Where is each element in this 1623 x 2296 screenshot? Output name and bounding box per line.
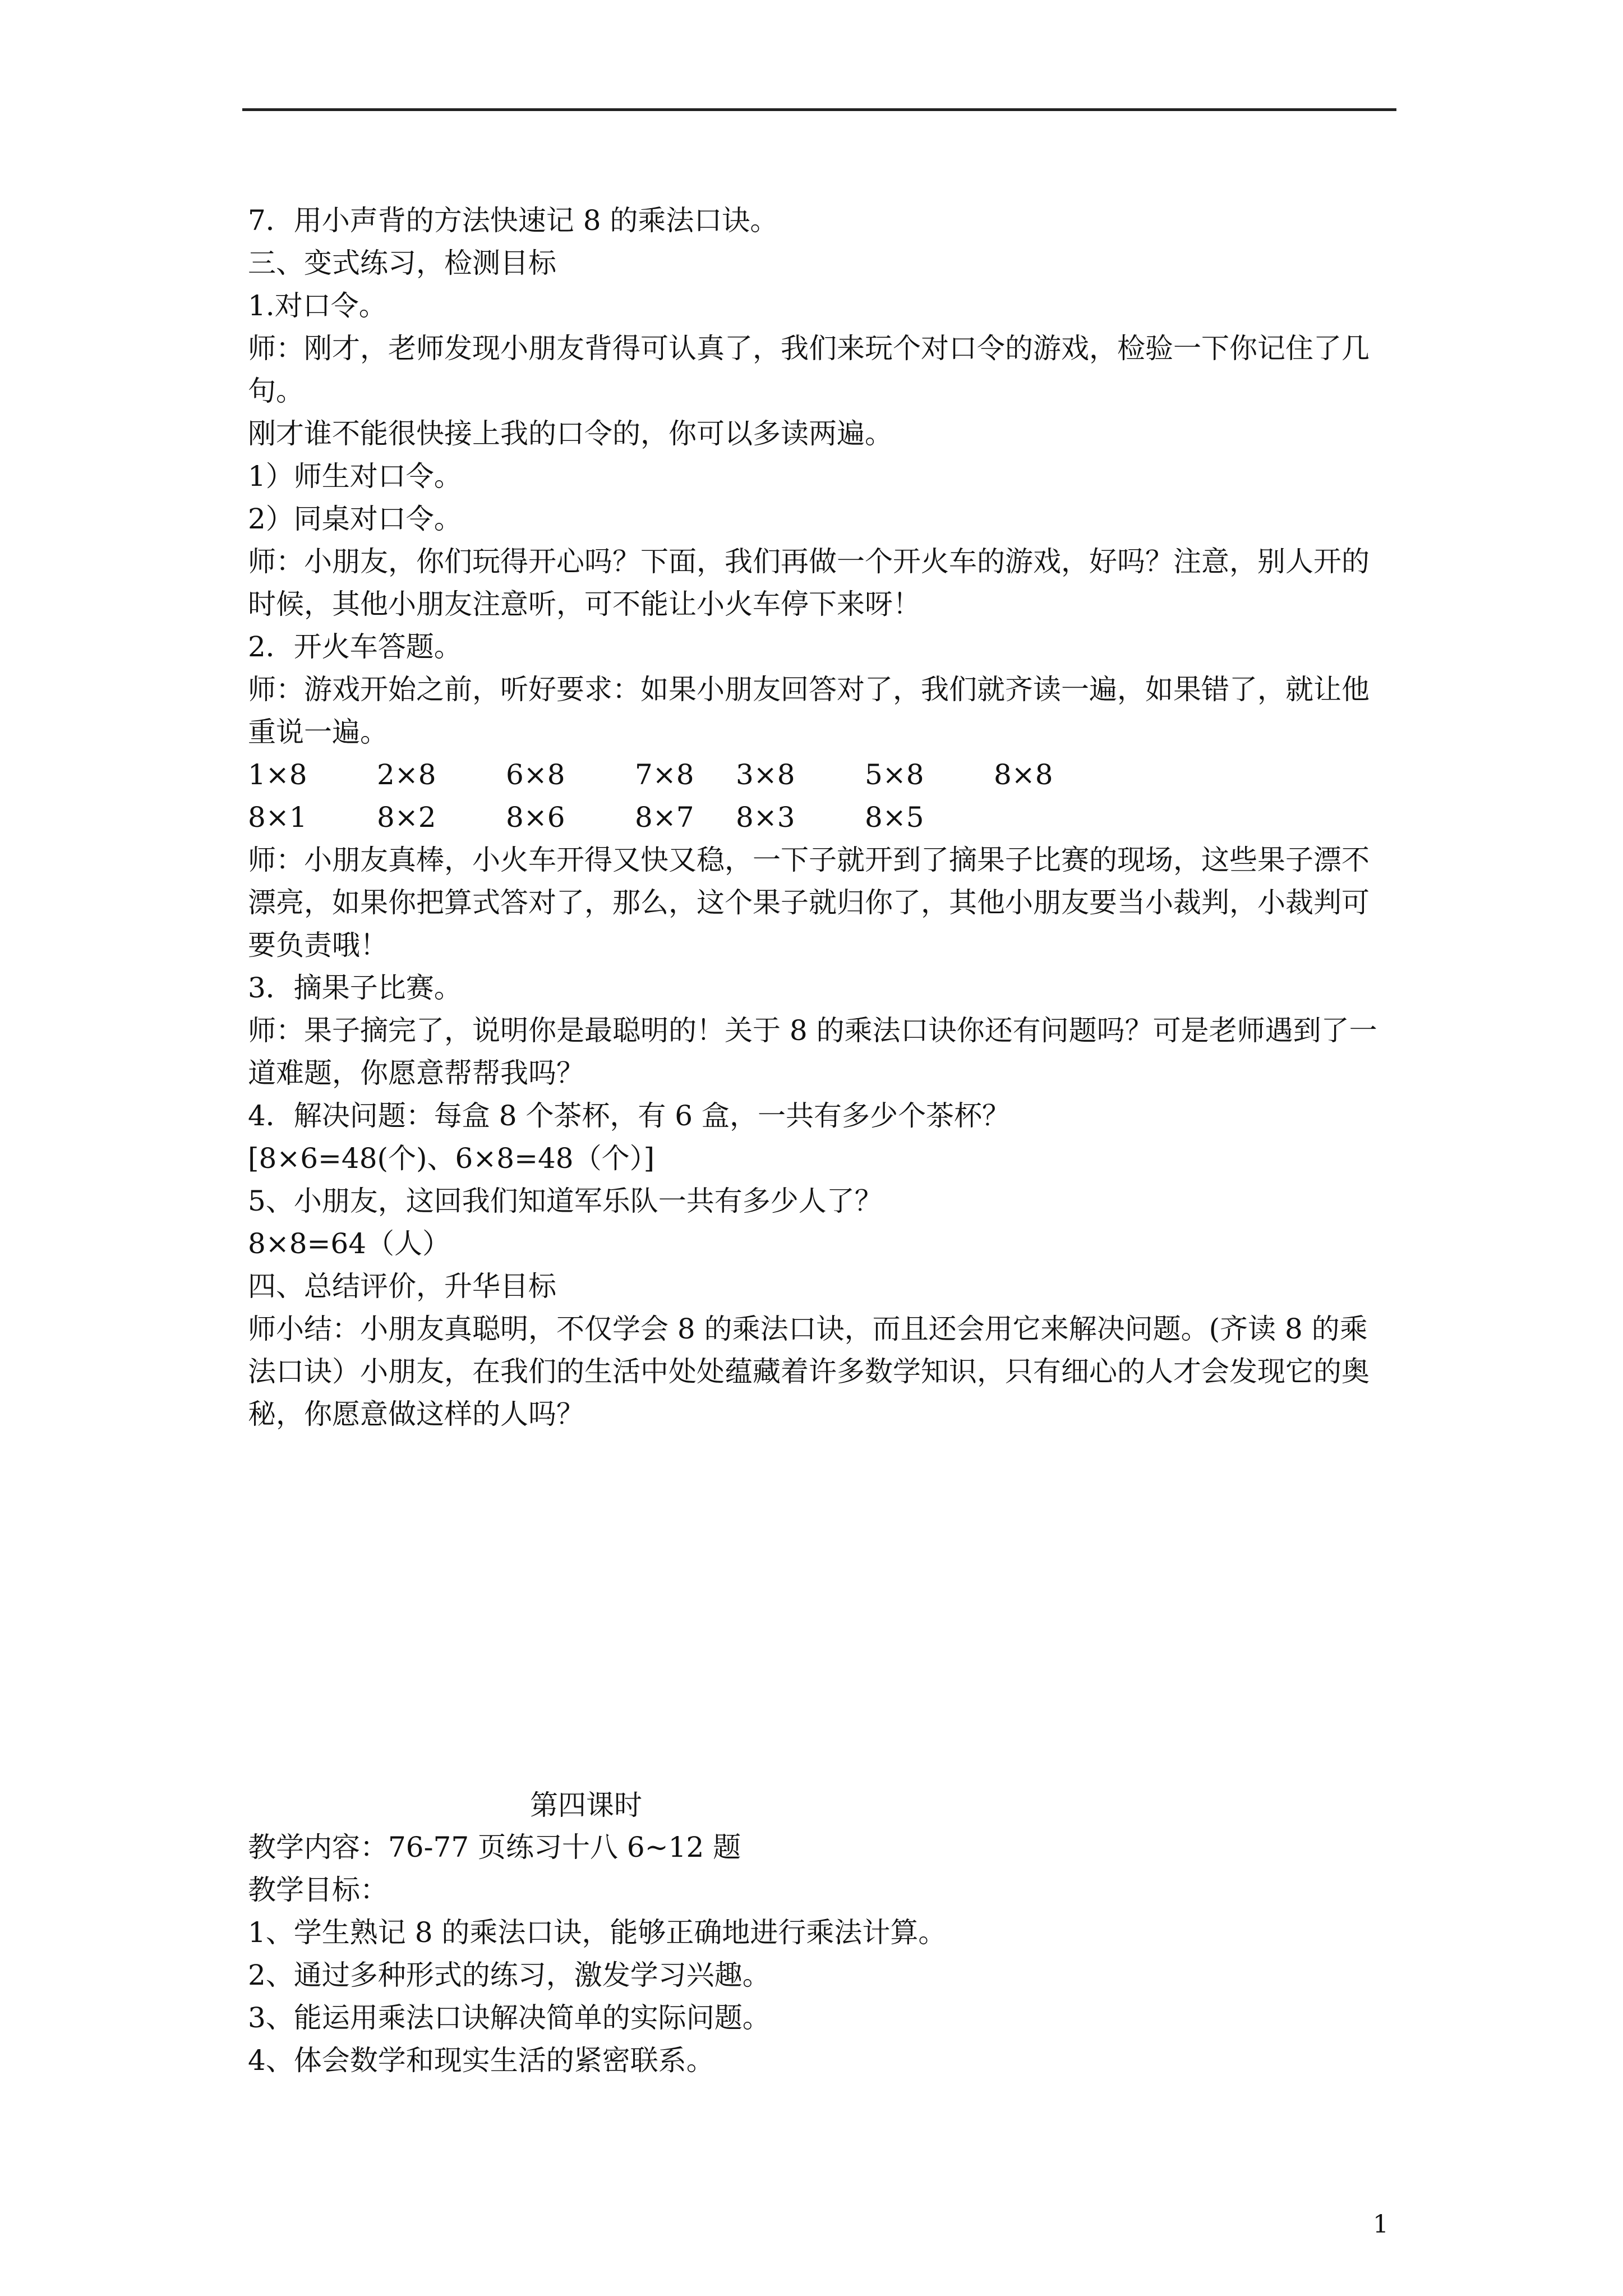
text-line: 漂亮，如果你把算式答对了，那么，这个果子就归你了，其他小朋友要当小裁判，小裁判可 [248,886,1370,919]
text-line: 7．用小声背的方法快速记 8 的乘法口诀。 [248,204,778,237]
multiplication-item: 8×6 [506,801,565,834]
text-line: 2．开火车答题。 [248,631,462,663]
text-line: 师小结：小朋友真聪明，不仅学会 8 的乘法口诀，而且还会用它来解决问题。(齐读 8 的乘 [248,1313,1368,1345]
text-line: 2、通过多种形式的练习，激发学习兴趣。 [248,1959,771,1991]
multiplication-row-1 [248,753,1392,796]
multiplication-row-2 [248,796,1392,839]
text-line: 教学目标： [248,1874,388,1906]
text-line: 秘，你愿意做这样的人吗？ [248,1398,584,1430]
text-line: 1.对口令。 [248,289,387,322]
text-line: 8×8=64（人） [248,1227,451,1260]
text-line: 句。 [248,375,304,407]
multiplication-item: 2×8 [377,758,436,791]
text-line: 道难题，你愿意帮帮我吗？ [248,1057,584,1089]
text-line: 4．解决问题：每盒 8 个茶杯，有 6 盒，一共有多少个茶杯？ [248,1099,1011,1132]
multiplication-item: 8×5 [865,801,924,834]
lesson-title: 第四课时 [530,1789,642,1821]
text-line: 师：小朋友真棒，小火车开得又快又稳，一下子就开到了摘果子比赛的现场，这些果子漂不 [248,844,1370,876]
text-line: 师：小朋友，你们玩得开心吗？下面，我们再做一个开火车的游戏，好吗？注意，别人开的 [248,545,1370,578]
text-line: 四、总结评价，升华目标 [248,1270,556,1303]
text-line: 时候，其他小朋友注意听，可不能让小火车停下来呀！ [248,588,921,620]
text-line: 师：果子摘完了，说明你是最聪明的！关于 8 的乘法口诀你还有问题吗？可是老师遇到了一 [248,1014,1377,1047]
text-line: 刚才谁不能很快接上我的口令的，你可以多读两遍。 [248,417,893,450]
section-3 [248,1826,1392,2082]
multiplication-item: 6×8 [506,758,565,791]
text-line: 3．摘果子比赛。 [248,972,462,1004]
text-line: 3、能运用乘法口诀解决简单的实际问题。 [248,2001,771,2034]
multiplication-item: 8×2 [377,801,436,834]
text-line: 5、小朋友，这回我们知道军乐队一共有多少人了？ [248,1185,883,1217]
multiplication-item: 3×8 [736,758,795,791]
text-line: 1、学生熟记 8 的乘法口诀，能够正确地进行乘法计算。 [248,1916,947,1949]
header-rule [242,108,1396,111]
multiplication-item: 1×8 [248,758,307,791]
page-number: 1 [1373,2210,1389,2239]
text-line: 师：刚才，老师发现小朋友背得可认真了，我们来玩个对口令的游戏，检验一下你记住了几 [248,332,1370,365]
multiplication-item: 8×7 [635,801,694,834]
text-line: [8×6=48(个)、6×8=48（个）] [248,1142,655,1175]
section-1 [248,199,1392,1435]
text-line: 4、体会数学和现实生活的紧密联系。 [248,2044,714,2077]
multiplication-item: 8×3 [736,801,795,834]
text-line: 要负责哦！ [248,929,388,961]
text-line: 法口诀）小朋友，在我们的生活中处处蕴藏着许多数学知识，只有细心的人才会发现它的奥 [248,1355,1370,1388]
text-line: 1）师生对口令。 [248,460,462,493]
text-line: 三、变式练习，检测目标 [248,247,556,279]
multiplication-item: 5×8 [865,758,924,791]
text-line: 重说一遍。 [248,716,388,748]
multiplication-item: 7×8 [635,758,694,791]
text-line: 师：游戏开始之前，听好要求：如果小朋友回答对了，我们就齐读一遍，如果错了，就让他 [248,673,1370,706]
multiplication-item: 8×8 [994,758,1053,791]
multiplication-item: 8×1 [248,801,307,834]
text-line: 2）同桌对口令。 [248,503,462,535]
text-line: 教学内容：76-77 页练习十八 6~12 题 [248,1831,741,1864]
